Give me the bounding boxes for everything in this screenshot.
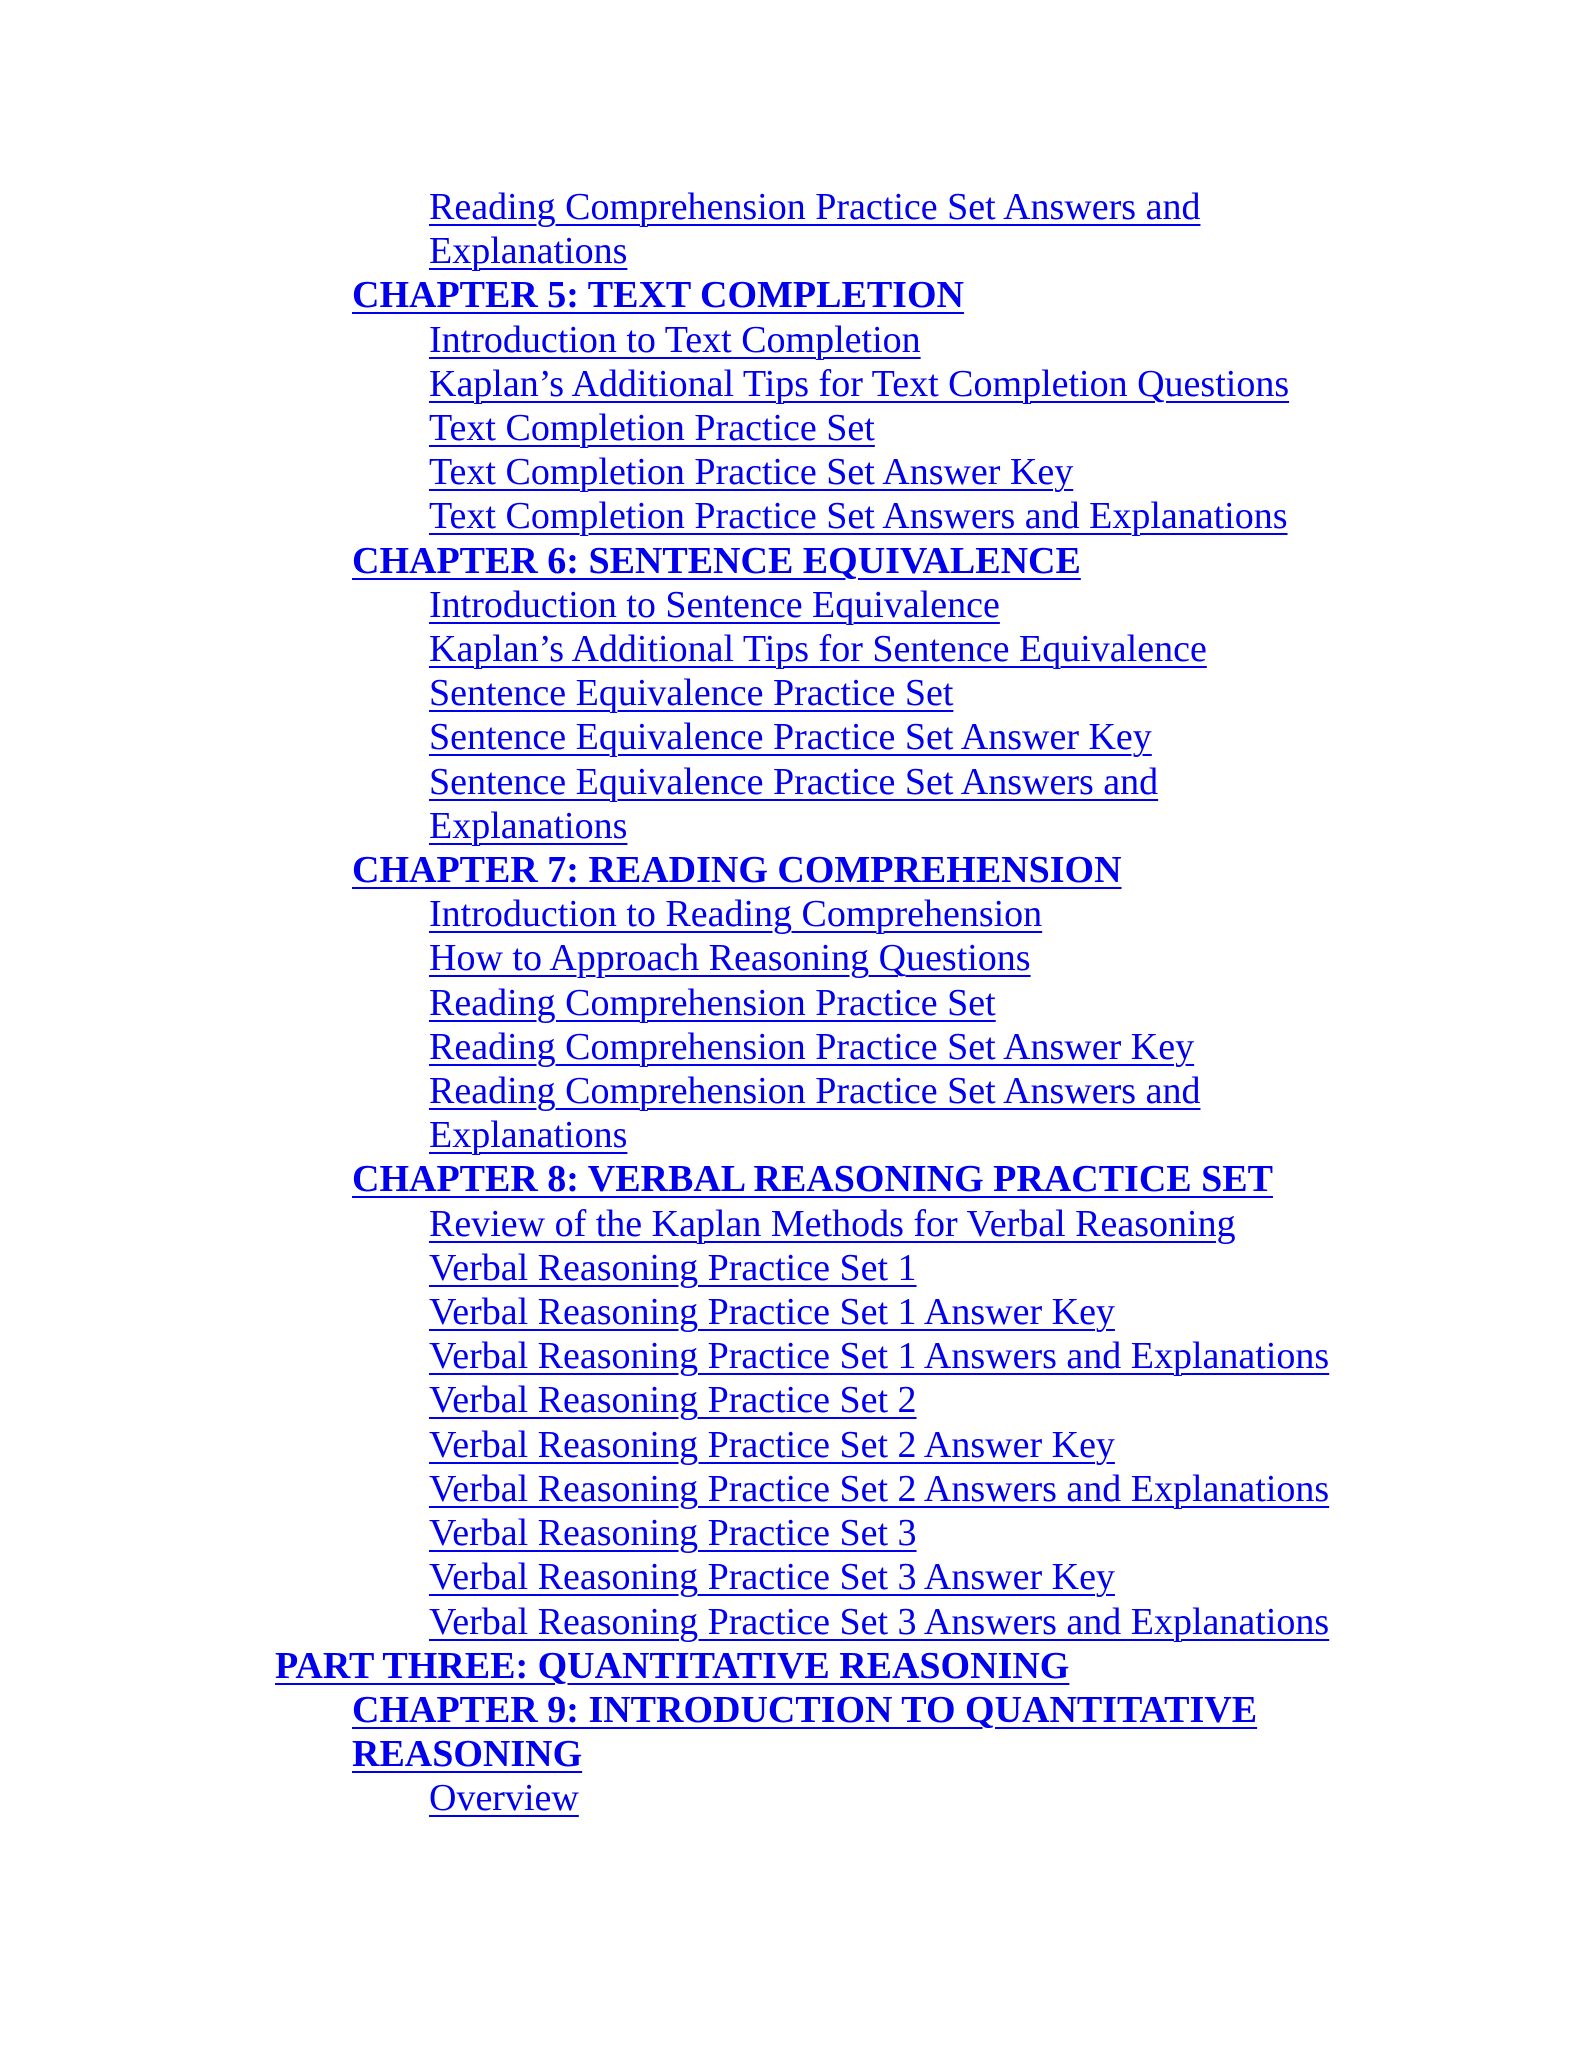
toc-section-row <box>0 406 1582 450</box>
toc-section-link[interactable]: Text Completion Practice Set Answer Key <box>429 451 1074 494</box>
toc-section-row <box>0 892 1582 936</box>
toc-section-row <box>0 1202 1582 1246</box>
toc-section-link[interactable]: Verbal Reasoning Practice Set 3 Answer Key <box>429 1556 1115 1599</box>
toc-section-row <box>0 1334 1582 1378</box>
toc-chapter-row <box>0 1688 1582 1732</box>
toc-section-row <box>0 583 1582 627</box>
toc-section-row <box>0 185 1582 229</box>
toc-chapter-link[interactable]: CHAPTER 6: SENTENCE EQUIVALENCE <box>352 539 1081 582</box>
toc-section-row <box>0 1555 1582 1599</box>
toc-section-link[interactable]: Kaplan’s Additional Tips for Sentence Equivalence <box>429 628 1207 671</box>
toc-section-link[interactable]: Introduction to Reading Comprehension <box>429 893 1043 936</box>
toc-section-row <box>0 1776 1582 1820</box>
toc-section-row <box>0 715 1582 759</box>
toc-section-link[interactable]: Reading Comprehension Practice Set <box>429 981 996 1024</box>
toc-section-row <box>0 229 1582 273</box>
toc-section-row <box>0 1290 1582 1334</box>
toc-section-link[interactable]: Introduction to Sentence Equivalence <box>429 583 1000 626</box>
toc-section-row <box>0 1378 1582 1422</box>
toc-section-link[interactable]: Verbal Reasoning Practice Set 1 Answer Key <box>429 1291 1115 1334</box>
toc-section-row <box>0 494 1582 538</box>
toc-section-row <box>0 981 1582 1025</box>
toc-section-row <box>0 760 1582 804</box>
toc-chapter-link[interactable]: REASONING <box>352 1733 583 1776</box>
toc-part-link[interactable]: PART THREE: QUANTITATIVE REASONING <box>275 1644 1070 1687</box>
toc-section-link[interactable]: Text Completion Practice Set <box>429 407 875 450</box>
toc-section-link[interactable]: Reading Comprehension Practice Set Answer Key <box>429 1025 1195 1068</box>
toc-section-link[interactable]: Reading Comprehension Practice Set Answers and <box>429 186 1201 228</box>
toc-chapter-row <box>0 1732 1582 1776</box>
toc-section-row <box>0 1511 1582 1555</box>
toc-section-link[interactable]: Verbal Reasoning Practice Set 2 Answer Key <box>429 1423 1115 1466</box>
toc-section-link[interactable]: Review of the Kaplan Methods for Verbal Reasoning <box>429 1202 1236 1245</box>
toc-section-row <box>0 1423 1582 1467</box>
toc-section-link[interactable]: Verbal Reasoning Practice Set 1 <box>429 1246 917 1289</box>
toc-part-row <box>0 1644 1582 1688</box>
toc-chapter-link[interactable]: CHAPTER 9: INTRODUCTION TO QUANTITATIVE <box>352 1688 1258 1731</box>
toc-section-row <box>0 1600 1582 1644</box>
toc-chapter-row <box>0 1157 1582 1201</box>
toc-section-link[interactable]: Explanations <box>429 230 628 273</box>
toc-chapter-link[interactable]: CHAPTER 5: TEXT COMPLETION <box>352 274 964 317</box>
toc-section-row <box>0 1025 1582 1069</box>
toc-section-link[interactable]: Reading Comprehension Practice Set Answers and <box>429 1070 1201 1113</box>
toc-section-row <box>0 671 1582 715</box>
toc-chapter-row <box>0 539 1582 583</box>
toc-section-link[interactable]: Verbal Reasoning Practice Set 3 <box>429 1512 917 1555</box>
toc-section-link[interactable]: Verbal Reasoning Practice Set 1 Answers and Explanations <box>429 1335 1330 1378</box>
toc-section-row <box>0 627 1582 671</box>
toc-section-row <box>0 804 1582 848</box>
toc-section-link[interactable]: Verbal Reasoning Practice Set 2 Answers and Explanations <box>429 1467 1330 1510</box>
toc-section-link[interactable]: How to Approach Reasoning Questions <box>429 937 1031 980</box>
toc-section-row <box>0 450 1582 494</box>
toc-chapter-link[interactable]: CHAPTER 7: READING COMPREHENSION <box>352 849 1122 892</box>
toc-section-row <box>0 1069 1582 1113</box>
toc-section-link[interactable]: Kaplan’s Additional Tips for Text Completion Questions <box>429 362 1290 405</box>
toc-section-link[interactable]: Sentence Equivalence Practice Set <box>429 672 954 715</box>
toc-chapter-row <box>0 848 1582 892</box>
toc-section-row <box>0 1246 1582 1290</box>
toc-section-link[interactable]: Overview <box>429 1777 579 1820</box>
toc-section-row <box>0 1467 1582 1511</box>
toc-section-row <box>0 362 1582 406</box>
toc-section-link[interactable]: Explanations <box>429 1114 628 1157</box>
toc-section-link[interactable]: Introduction to Text Completion <box>429 318 921 361</box>
toc-section-link[interactable]: Explanations <box>429 804 628 847</box>
toc-section-link[interactable]: Sentence Equivalence Practice Set Answers and <box>429 760 1159 803</box>
toc-section-link[interactable]: Verbal Reasoning Practice Set 3 Answers and Explanations <box>429 1600 1330 1643</box>
toc-section-link[interactable]: Sentence Equivalence Practice Set Answer Key <box>429 716 1152 759</box>
toc-section-row <box>0 1113 1582 1157</box>
toc-chapter-row <box>0 273 1582 317</box>
toc-chapter-link[interactable]: CHAPTER 8: VERBAL REASONING PRACTICE SET <box>352 1158 1273 1201</box>
toc-section-link[interactable]: Verbal Reasoning Practice Set 2 <box>429 1379 917 1422</box>
table-of-contents <box>0 185 1582 1821</box>
toc-section-row <box>0 318 1582 362</box>
toc-section-row <box>0 936 1582 980</box>
toc-section-link[interactable]: Text Completion Practice Set Answers and Explanations <box>429 495 1288 538</box>
